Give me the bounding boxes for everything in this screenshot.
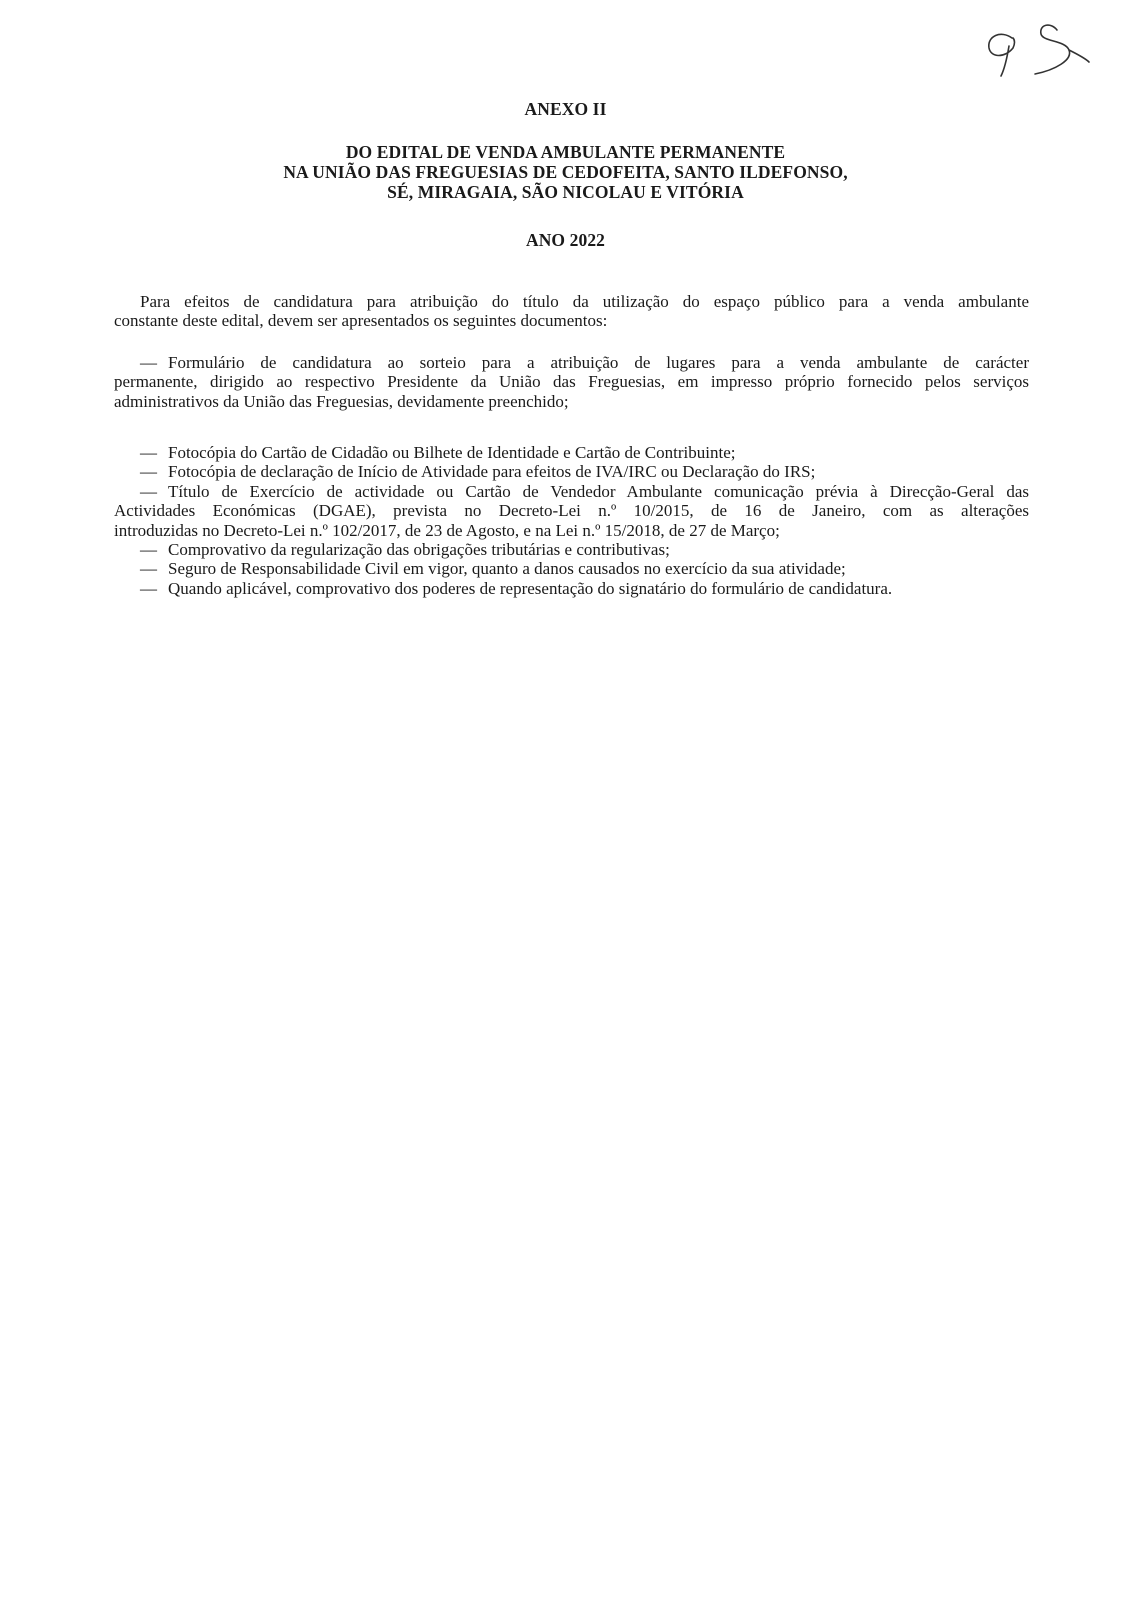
document-item-3-line-2: Actividades Económicas (DGAE), prevista no Decreto-Lei n.º 10/2015, de 16 de Janeiro, com as alterações <box>114 501 1029 521</box>
document-item-3-line-3: introduzidas no Decreto-Lei n.º 102/2017, de 23 de Agosto, e na Lei n.º 15/2018, de 27 de Março; <box>114 520 780 540</box>
list-item-multiline <box>114 482 1029 540</box>
document-item-5: Seguro de Responsabilidade Civil em vigor, quanto a danos causados no exercício da sua atividade; <box>168 559 846 579</box>
list-item <box>114 462 1029 481</box>
form-item-line-1 <box>114 353 1029 372</box>
intro-line-2: constante deste edital, devem ser apresentados os seguintes documentos: <box>114 311 608 331</box>
list-item <box>114 559 1029 578</box>
intro-line-1: Para efeitos de candidatura para atribuição do título da utilização do espaço público para a venda ambulante <box>140 292 1029 311</box>
list-dash: — <box>140 540 157 560</box>
annex-title-text: ANEXO II <box>524 99 607 119</box>
handwritten-page-number <box>985 18 1095 83</box>
annex-title <box>0 99 1131 119</box>
edital-title-line-1: DO EDITAL DE VENDA AMBULANTE PERMANENTE <box>345 142 786 162</box>
intro-paragraph <box>114 292 1029 331</box>
year-title <box>0 230 1131 250</box>
edital-title <box>0 142 1131 202</box>
list-item <box>114 579 1029 598</box>
documents-list <box>114 443 1029 598</box>
list-item <box>114 443 1029 462</box>
list-dash: — <box>140 462 157 482</box>
document-item-4: Comprovativo da regularização das obrigações tributárias e contributivas; <box>168 540 670 560</box>
list-dash: — <box>140 353 157 372</box>
document-item-1: Fotocópia do Cartão de Cidadão ou Bilhete de Identidade e Cartão de Contribuinte; <box>168 443 736 462</box>
year-title-text: ANO 2022 <box>525 230 606 250</box>
document-item-3-line-1 <box>114 482 1029 501</box>
document-item-6: Quando aplicável, comprovativo dos poderes de representação do signatário do formulário de candidatura. <box>168 578 893 598</box>
list-dash: — <box>140 443 157 462</box>
list-item <box>114 540 1029 559</box>
form-item-paragraph <box>114 353 1029 411</box>
document-item-2: Fotocópia de declaração de Início de Atividade para efeitos de IVA/IRC ou Declaração do IRS; <box>168 462 816 482</box>
edital-title-line-3: SÉ, MIRAGAIA, SÃO NICOLAU E VITÓRIA <box>387 182 744 202</box>
form-item-line-1-text: Formulário de candidatura ao sorteio para a atribuição de lugares para a venda ambulante de carácter <box>168 353 1029 372</box>
document-item-3-line-1-text: Título de Exercício de actividade ou Cartão de Vendedor Ambulante comunicação prévia à Direcção-Geral das <box>168 481 1029 501</box>
list-dash: — <box>140 578 157 598</box>
list-dash: — <box>140 559 157 579</box>
form-item-line-2: permanente, dirigido ao respectivo Presidente da União das Freguesias, em impresso próprio fornecido pelos serviços <box>114 372 1029 392</box>
list-dash: — <box>140 481 157 501</box>
edital-title-line-2: NA UNIÃO DAS FREGUESIAS DE CEDOFEITA, SANTO ILDEFONSO, <box>283 162 848 182</box>
form-item-line-3: administrativos da União das Freguesias, devidamente preenchido; <box>114 391 569 411</box>
